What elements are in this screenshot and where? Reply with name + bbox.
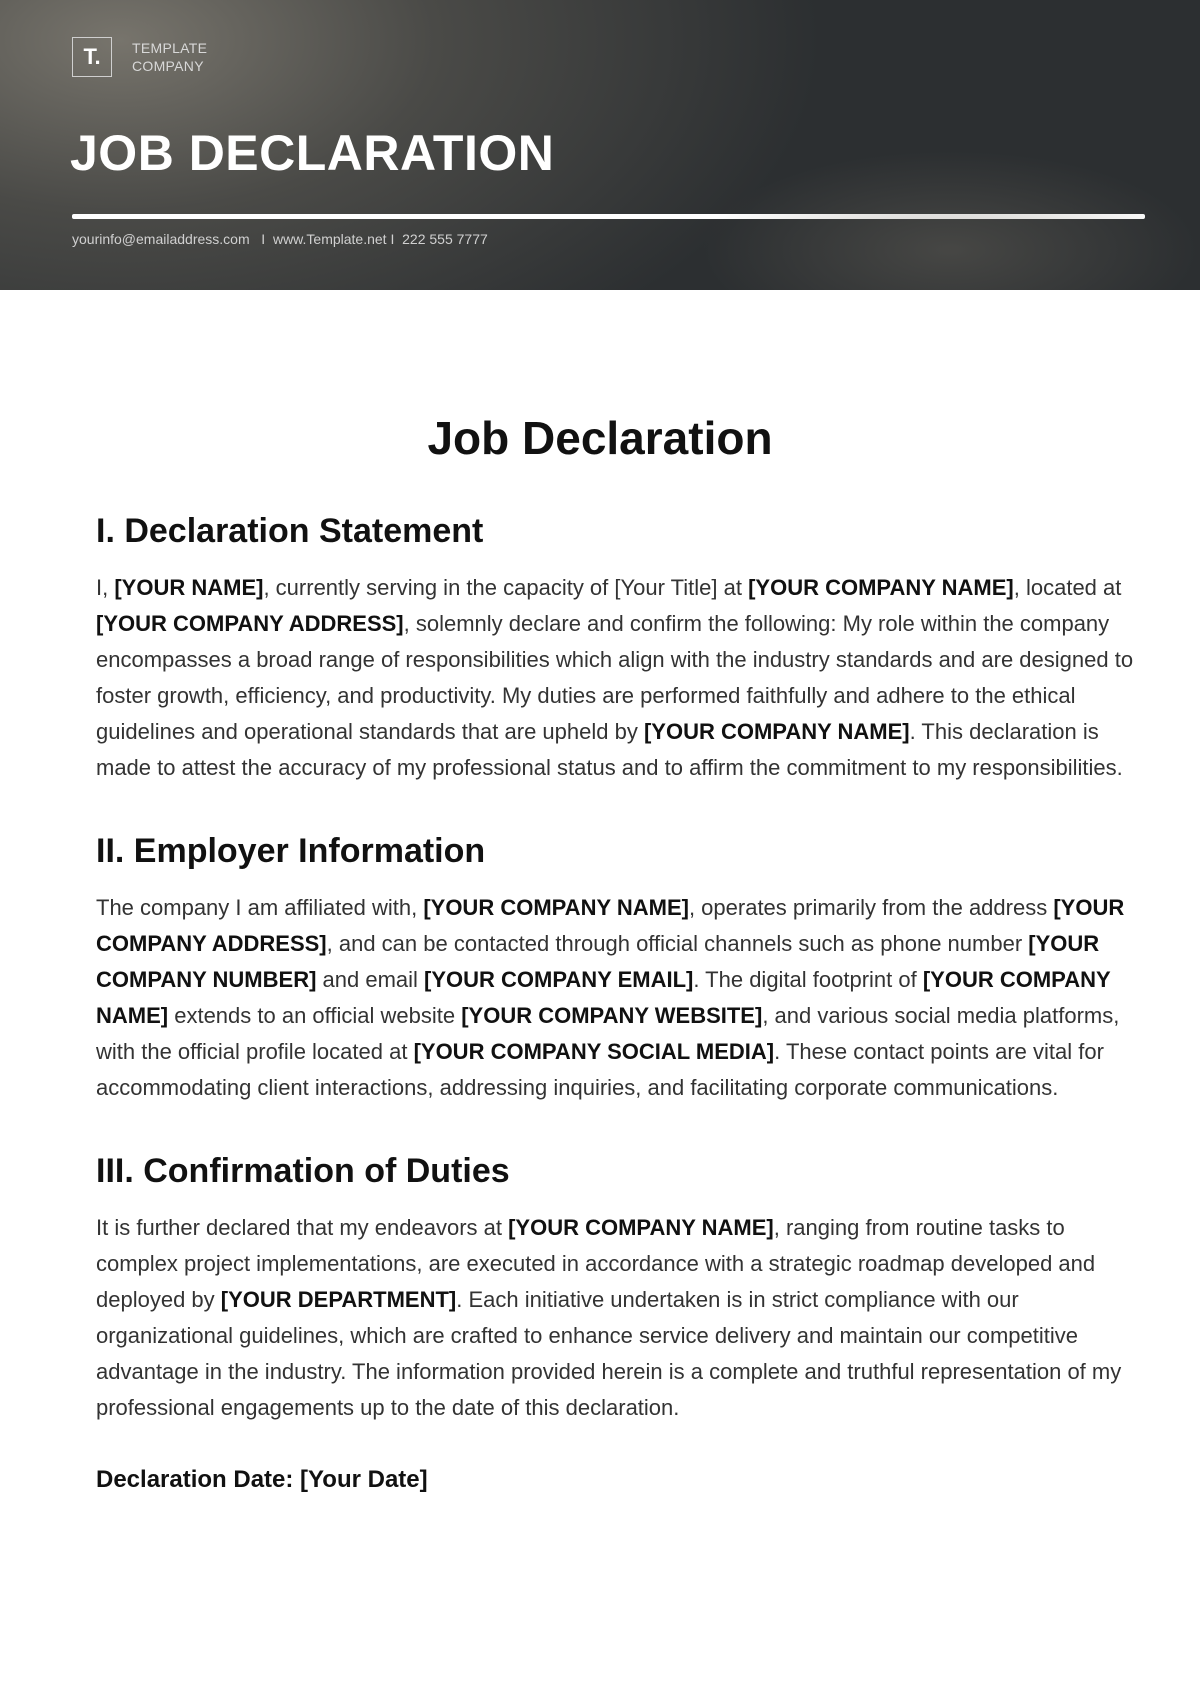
- text-run: , and various social media platforms, with the official profile located at: [96, 1003, 1120, 1064]
- placeholder-field: [YOUR COMPANY WEBSITE]: [461, 1003, 763, 1028]
- placeholder-field: [YOUR COMPANY ADDRESS]: [96, 611, 404, 636]
- placeholder-field: [YOUR COMPANY NAME]: [508, 1215, 774, 1240]
- text-run: It is further declared that my endeavors at: [96, 1215, 509, 1240]
- logo-mark: T.: [72, 37, 112, 77]
- section-heading: III. Confirmation of Duties: [96, 1152, 510, 1190]
- document-title: Job Declaration: [427, 412, 773, 464]
- text-run: . This declaration is made to attest the accuracy of my professional status and to affirm the commitment to my responsibilities.: [96, 719, 1123, 780]
- declaration-date: Declaration Date: [Your Date]: [96, 1466, 428, 1493]
- text-run: , ranging from routine tasks to complex project implementations, are executed in accordance with a strategic roadmap developed and deployed by: [96, 1215, 1096, 1312]
- placeholder-field: [YOUR COMPANY NAME]: [423, 895, 689, 920]
- placeholder-field: [YOUR COMPANY EMAIL]: [424, 967, 694, 992]
- section-heading: I. Declaration Statement: [96, 512, 484, 550]
- text-run: I,: [96, 575, 115, 600]
- placeholder-field: [YOUR COMPANY NAME]: [96, 967, 1111, 1028]
- section-paragraph: [96, 890, 1145, 1106]
- placeholder-field: [YOUR COMPANY NAME]: [643, 719, 910, 744]
- section-paragraph: [96, 1210, 1145, 1426]
- placeholder-field: [YOUR DEPARTMENT]: [220, 1287, 457, 1312]
- section-paragraph: [96, 570, 1145, 786]
- text-run: . The digital footprint of: [693, 967, 923, 992]
- company-line2: COMPANY: [132, 58, 204, 74]
- contact-info: yourinfo@emailaddress.com I www.Template.net I 222 555 7777: [72, 231, 488, 247]
- text-run: , operates primarily from the address: [688, 895, 1054, 920]
- document-body: [0, 510, 1200, 1494]
- company-name: [132, 39, 207, 75]
- placeholder-field: [YOUR COMPANY NAME]: [748, 575, 1014, 600]
- text-run: , and can be contacted through official channels such as phone number: [326, 931, 1029, 956]
- placeholder-field: [YOUR COMPANY SOCIAL MEDIA]: [413, 1039, 775, 1064]
- section-heading: II. Employer Information: [96, 832, 486, 870]
- company-logo: [72, 37, 207, 77]
- placeholder-field: [YOUR COMPANY ADDRESS]: [96, 895, 1125, 956]
- company-line1: TEMPLATE: [132, 40, 208, 56]
- text-run: extends to an official website: [168, 1003, 462, 1028]
- header-title: JOB DECLARATION: [70, 125, 555, 181]
- text-run: The company I am affiliated with,: [96, 895, 424, 920]
- text-run: , located at: [1013, 575, 1122, 600]
- placeholder-field: [YOUR COMPANY NUMBER]: [96, 931, 1100, 992]
- text-run: . Each initiative undertaken is in strict compliance with our organizational guidelines, which are crafted to enhance service delivery and maintain our competitive advantage in the industry. The information provided herein is a complete and truthful representation of my professional engagements up to the date of this declaration.: [96, 1287, 1122, 1420]
- placeholder-field: [YOUR NAME]: [114, 575, 264, 600]
- text-run: , solemnly declare and confirm the following: My role within the company encompasses a broad range of responsibilities which align with the industry standards and are designed to foster growth, efficiency, and productivity. My duties are performed faithfully and adhere to the ethical guidelines and operational standards that are upheld by: [96, 611, 1134, 744]
- document-header: [0, 0, 1200, 290]
- text-run: . These contact points are vital for accommodating client interactions, addressing inquiries, and facilitating corporate communications.: [96, 1039, 1104, 1100]
- text-run: and email: [316, 967, 425, 992]
- header-divider: [72, 214, 1145, 219]
- text-run: , currently serving in the capacity of [Your Title] at: [263, 575, 749, 600]
